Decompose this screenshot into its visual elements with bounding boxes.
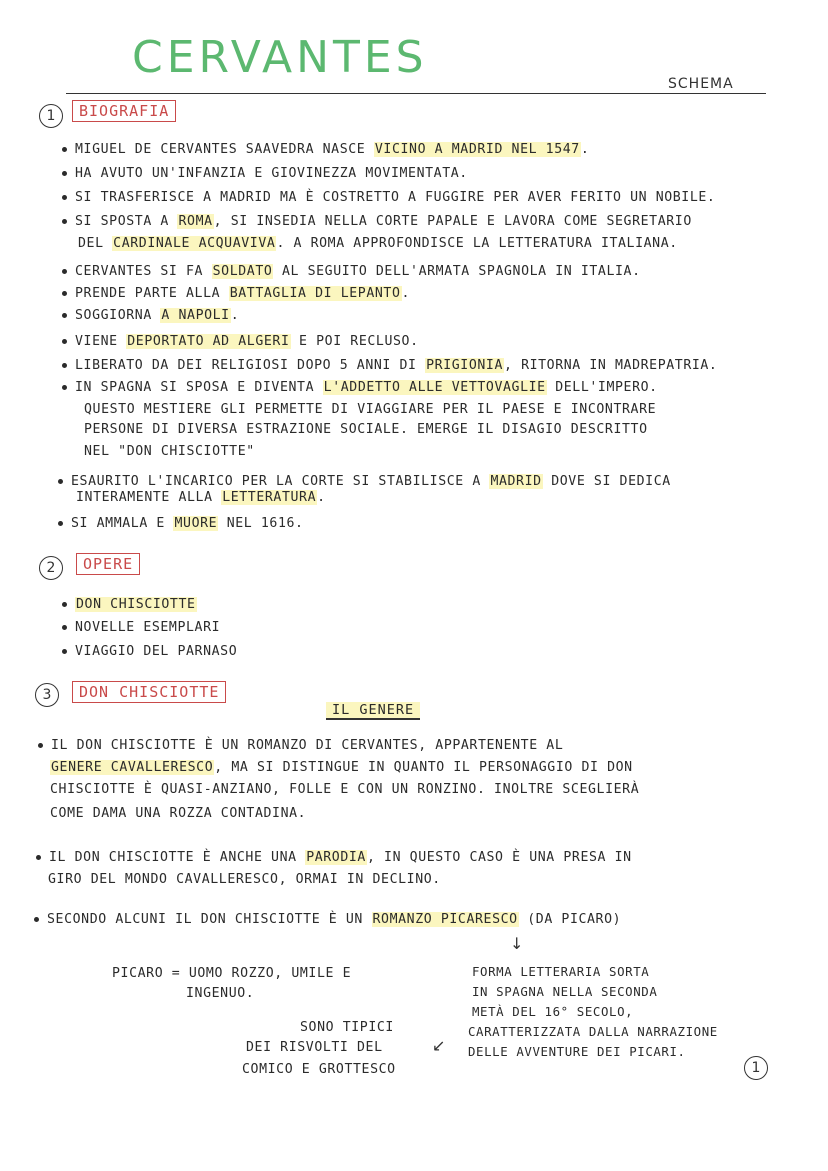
list-item-continued: NEL "DON CHISCIOTTE" xyxy=(84,444,255,459)
bullet-icon xyxy=(62,313,67,318)
note-line: COMICO E GROTTESCO xyxy=(242,1062,396,1077)
list-item: DON CHISCIOTTE xyxy=(62,597,197,612)
paragraph-line: GIRO DEL MONDO CAVALLERESCO, ORMAI IN DECLINO. xyxy=(48,872,441,887)
list-item: CERVANTES SI FA SOLDATO AL SEGUITO DELL'ARMATA SPAGNOLA IN ITALIA. xyxy=(62,264,641,279)
section-number: 1 xyxy=(39,104,63,128)
bullet-icon xyxy=(62,195,67,200)
subsection-heading: IL GENERE xyxy=(326,702,420,720)
title-rule xyxy=(66,93,766,94)
definition-line: INGENUO. xyxy=(186,986,255,1001)
bullet-icon xyxy=(38,743,43,748)
list-item: SI AMMALA E MUORE NEL 1616. xyxy=(58,516,304,531)
section-heading-don-chisciotte: DON CHISCIOTTE xyxy=(72,681,226,703)
list-item: VIENE DEPORTATO AD ALGERI E POI RECLUSO. xyxy=(62,334,419,349)
list-item: NOVELLE ESEMPLARI xyxy=(62,620,220,635)
section-heading-biografia: BIOGRAFIA xyxy=(72,100,176,122)
section-number: 3 xyxy=(35,683,59,707)
paragraph-line: SECONDO ALCUNI IL DON CHISCIOTTE È UN ROMANZO PICARESCO (DA PICARO) xyxy=(34,912,621,927)
arrow-down-icon: ↓ xyxy=(510,934,524,953)
definition-line: PICARO = UOMO ROZZO, UMILE E xyxy=(112,966,352,981)
paragraph-line: IL DON CHISCIOTTE È ANCHE UNA PARODIA, IN QUESTO CASO È UNA PRESA IN xyxy=(36,850,632,865)
section-number: 2 xyxy=(39,556,63,580)
bullet-icon xyxy=(62,291,67,296)
list-item: IN SPAGNA SI SPOSA E DIVENTA L'ADDETTO ALLE VETTOVAGLIE DELL'IMPERO. xyxy=(62,380,658,395)
bullet-icon xyxy=(62,219,67,224)
section-heading-opere: OPERE xyxy=(76,553,140,575)
bullet-icon xyxy=(58,521,63,526)
paragraph-line: CHISCIOTTE È QUASI-ANZIANO, FOLLE E CON UN RONZINO. INOLTRE SCEGLIERÀ xyxy=(50,782,640,797)
bullet-icon xyxy=(34,917,39,922)
definition-line: IN SPAGNA NELLA SECONDA xyxy=(472,984,658,999)
definition-line: DELLE AVVENTURE DEI PICARI. xyxy=(468,1044,686,1059)
note-line: DEI RISVOLTI DEL xyxy=(246,1040,383,1055)
arrow-left-icon: ↙ xyxy=(432,1036,446,1055)
bullet-icon xyxy=(62,363,67,368)
list-item: MIGUEL DE CERVANTES SAAVEDRA NASCE VICINO A MADRID NEL 1547. xyxy=(62,142,589,157)
page-number: 1 xyxy=(744,1056,768,1080)
bullet-icon xyxy=(62,269,67,274)
bullet-icon xyxy=(62,339,67,344)
bullet-icon xyxy=(36,855,41,860)
list-item-continued: QUESTO MESTIERE GLI PERMETTE DI VIAGGIARE PER IL PAESE E INCONTRARE xyxy=(84,402,657,417)
list-item: VIAGGIO DEL PARNASO xyxy=(62,644,237,659)
list-item: SOGGIORNA A NAPOLI. xyxy=(62,308,239,323)
bullet-icon xyxy=(62,147,67,152)
list-item: LIBERATO DA DEI RELIGIOSI DOPO 5 ANNI DI PRIGIONIA, RITORNA IN MADREPATRIA. xyxy=(62,358,717,373)
definition-line: METÀ DEL 16° SECOLO, xyxy=(472,1004,634,1019)
bullet-icon xyxy=(62,602,67,607)
list-item: SI TRASFERISCE A MADRID MA È COSTRETTO A FUGGIRE PER AVER FERITO UN NOBILE. xyxy=(62,190,715,205)
list-item-continued: INTERAMENTE ALLA LETTERATURA. xyxy=(76,490,326,505)
list-item: SI SPOSTA A ROMA, SI INSEDIA NELLA CORTE PAPALE E LAVORA COME SEGRETARIO xyxy=(62,214,692,229)
paragraph-line: GENERE CAVALLERESCO, MA SI DISTINGUE IN QUANTO IL PERSONAGGIO DI DON xyxy=(51,760,633,775)
definition-line: FORMA LETTERARIA SORTA xyxy=(472,964,650,979)
paragraph-line: IL DON CHISCIOTTE È UN ROMANZO DI CERVANTES, APPARTENENTE AL xyxy=(38,738,563,753)
definition-line: CARATTERIZZATA DALLA NARRAZIONE xyxy=(468,1024,718,1039)
bullet-icon xyxy=(58,479,63,484)
bullet-icon xyxy=(62,625,67,630)
page-tag: SCHEMA xyxy=(668,76,734,92)
list-item: ESAURITO L'INCARICO PER LA CORTE SI STABILISCE A MADRID DOVE SI DEDICA xyxy=(58,474,671,489)
list-item: HA AVUTO UN'INFANZIA E GIOVINEZZA MOVIMENTATA. xyxy=(62,166,468,181)
bullet-icon xyxy=(62,171,67,176)
page-title: CERVANTES xyxy=(132,32,428,83)
note-line: SONO TIPICI xyxy=(300,1020,394,1035)
bullet-icon xyxy=(62,385,67,390)
bullet-icon xyxy=(62,649,67,654)
list-item-continued: DEL CARDINALE ACQUAVIVA. A ROMA APPROFONDISCE LA LETTERATURA ITALIANA. xyxy=(78,236,678,251)
list-item-continued: PERSONE DI DIVERSA ESTRAZIONE SOCIALE. EMERGE IL DISAGIO DESCRITTO xyxy=(84,422,648,437)
list-item: PRENDE PARTE ALLA BATTAGLIA DI LEPANTO. xyxy=(62,286,410,301)
paragraph-line: COME DAMA UNA ROZZA CONTADINA. xyxy=(50,806,307,821)
